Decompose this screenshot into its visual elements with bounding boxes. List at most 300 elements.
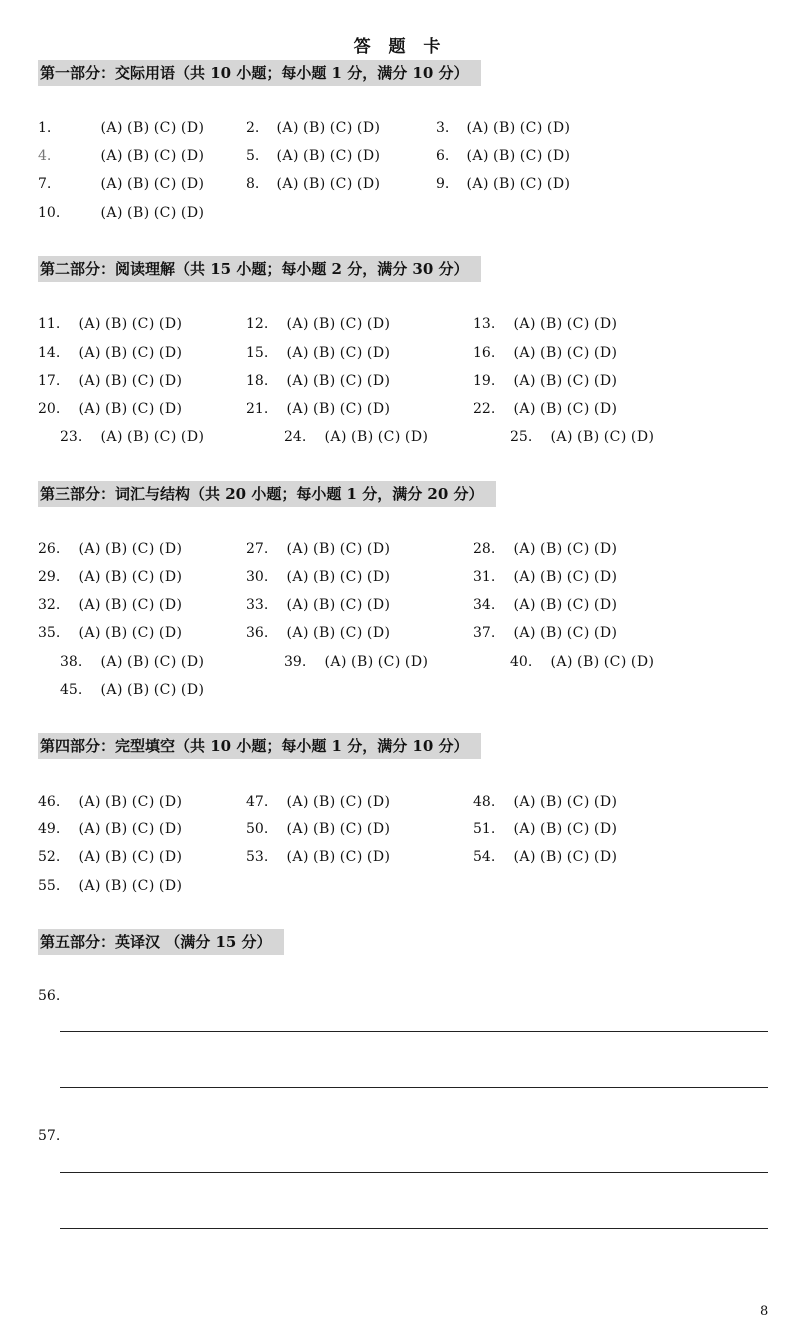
option-a[interactable]: (A) xyxy=(513,316,536,332)
option-a[interactable]: (A) xyxy=(100,148,123,164)
option-d[interactable]: (D) xyxy=(158,401,183,417)
option-a[interactable]: (A) xyxy=(100,429,123,445)
question-number: 21. xyxy=(246,401,269,417)
option-d[interactable]: (D) xyxy=(593,625,618,641)
answer-options xyxy=(324,651,432,673)
option-c[interactable]: (C) xyxy=(519,148,543,164)
option-c[interactable]: (C) xyxy=(566,373,590,389)
option-d[interactable]: (D) xyxy=(366,316,391,332)
option-c[interactable]: (C) xyxy=(566,401,590,417)
option-d[interactable]: (D) xyxy=(366,597,391,613)
answer-options xyxy=(286,622,394,644)
option-a[interactable]: (A) xyxy=(466,148,489,164)
question-number: 48. xyxy=(473,794,496,810)
option-d[interactable]: (D) xyxy=(593,569,618,585)
option-a[interactable]: (A) xyxy=(286,597,309,613)
option-c[interactable]: (C) xyxy=(131,316,155,332)
option-b[interactable]: (B) xyxy=(577,429,600,445)
question-number: 19. xyxy=(473,373,496,389)
option-a[interactable]: (A) xyxy=(286,345,309,361)
question-48 xyxy=(473,791,622,813)
option-c[interactable]: (C) xyxy=(339,794,363,810)
option-c[interactable]: (C) xyxy=(329,120,353,136)
option-a[interactable]: (A) xyxy=(100,176,123,192)
question-number: 33. xyxy=(246,597,269,613)
question-number: 25. xyxy=(510,429,533,445)
option-d[interactable]: (D) xyxy=(366,821,391,837)
option-c[interactable]: (C) xyxy=(566,345,590,361)
option-b[interactable]: (B) xyxy=(127,176,150,192)
option-a[interactable]: (A) xyxy=(286,373,309,389)
option-b[interactable]: (B) xyxy=(313,401,336,417)
answer-options xyxy=(78,594,186,616)
option-d[interactable]: (D) xyxy=(356,148,381,164)
option-c[interactable]: (C) xyxy=(566,821,590,837)
option-c[interactable]: (C) xyxy=(339,849,363,865)
option-d[interactable]: (D) xyxy=(366,401,391,417)
option-c[interactable]: (C) xyxy=(329,176,353,192)
option-d[interactable]: (D) xyxy=(593,345,618,361)
question-number: 53. xyxy=(246,849,269,865)
question-number: 29. xyxy=(38,569,61,585)
option-b[interactable]: (B) xyxy=(303,176,326,192)
option-a[interactable]: (A) xyxy=(286,541,309,557)
option-d[interactable]: (D) xyxy=(593,541,618,557)
option-c[interactable]: (C) xyxy=(339,625,363,641)
option-d[interactable]: (D) xyxy=(366,373,391,389)
option-a[interactable]: (A) xyxy=(78,401,101,417)
option-a[interactable]: (A) xyxy=(550,654,573,670)
option-d[interactable]: (D) xyxy=(180,205,205,221)
answer-line[interactable] xyxy=(60,1172,768,1173)
option-d[interactable]: (D) xyxy=(180,682,205,698)
option-c[interactable]: (C) xyxy=(329,148,353,164)
option-b[interactable]: (B) xyxy=(313,316,336,332)
answer-options xyxy=(276,173,384,195)
option-d[interactable]: (D) xyxy=(180,148,205,164)
question-8 xyxy=(246,173,385,195)
option-c[interactable]: (C) xyxy=(339,569,363,585)
option-c[interactable]: (C) xyxy=(566,625,590,641)
option-b[interactable]: (B) xyxy=(313,794,336,810)
option-c[interactable]: (C) xyxy=(566,794,590,810)
option-a[interactable]: (A) xyxy=(286,401,309,417)
option-d[interactable]: (D) xyxy=(158,569,183,585)
option-b[interactable]: (B) xyxy=(105,821,128,837)
option-c[interactable]: (C) xyxy=(131,821,155,837)
option-b[interactable]: (B) xyxy=(313,821,336,837)
option-b[interactable]: (B) xyxy=(303,120,326,136)
option-a[interactable]: (A) xyxy=(466,176,489,192)
option-c[interactable]: (C) xyxy=(153,682,177,698)
option-c[interactable]: (C) xyxy=(339,373,363,389)
option-c[interactable]: (C) xyxy=(603,429,627,445)
answer-sheet-title: 答 题 卡 xyxy=(353,37,447,57)
option-d[interactable]: (D) xyxy=(630,429,655,445)
option-a[interactable]: (A) xyxy=(100,205,123,221)
question-57-number: 57. xyxy=(38,1128,61,1144)
question-32 xyxy=(38,594,187,616)
option-c[interactable]: (C) xyxy=(339,821,363,837)
answer-options xyxy=(100,145,208,167)
section-5-header: 第五部分：英译汉 （满分 15 分） xyxy=(38,929,284,955)
answer-options xyxy=(513,370,621,392)
option-d[interactable]: (D) xyxy=(630,654,655,670)
option-a[interactable]: (A) xyxy=(513,794,536,810)
option-c[interactable]: (C) xyxy=(339,541,363,557)
answer-options xyxy=(286,342,394,364)
option-b[interactable]: (B) xyxy=(540,345,563,361)
option-d[interactable]: (D) xyxy=(593,373,618,389)
question-number: 46. xyxy=(38,794,61,810)
question-number: 34. xyxy=(473,597,496,613)
question-9 xyxy=(436,173,575,195)
option-d[interactable]: (D) xyxy=(158,878,183,894)
option-a[interactable]: (A) xyxy=(550,429,573,445)
answer-options xyxy=(466,117,574,139)
option-c[interactable]: (C) xyxy=(131,345,155,361)
question-12 xyxy=(246,313,395,335)
option-a[interactable]: (A) xyxy=(100,120,123,136)
option-a[interactable]: (A) xyxy=(513,849,536,865)
question-number: 28. xyxy=(473,541,496,557)
option-d[interactable]: (D) xyxy=(404,429,429,445)
option-c[interactable]: (C) xyxy=(519,120,543,136)
option-d[interactable]: (D) xyxy=(180,654,205,670)
option-c[interactable]: (C) xyxy=(153,429,177,445)
option-b[interactable]: (B) xyxy=(313,373,336,389)
option-b[interactable]: (B) xyxy=(105,541,128,557)
option-d[interactable]: (D) xyxy=(593,794,618,810)
question-47 xyxy=(246,791,395,813)
answer-options xyxy=(513,818,621,840)
answer-options xyxy=(100,679,208,701)
answer-options xyxy=(78,538,186,560)
question-56-number: 56. xyxy=(38,988,61,1004)
question-37 xyxy=(473,622,622,644)
option-d[interactable]: (D) xyxy=(546,176,571,192)
option-a[interactable]: (A) xyxy=(513,541,536,557)
option-d[interactable]: (D) xyxy=(158,625,183,641)
option-c[interactable]: (C) xyxy=(519,176,543,192)
option-b[interactable]: (B) xyxy=(540,541,563,557)
answer-line[interactable] xyxy=(60,1031,768,1032)
option-c[interactable]: (C) xyxy=(153,120,177,136)
option-b[interactable]: (B) xyxy=(313,597,336,613)
option-b[interactable]: (B) xyxy=(105,849,128,865)
option-b[interactable]: (B) xyxy=(313,849,336,865)
option-b[interactable]: (B) xyxy=(127,429,150,445)
question-number: 50. xyxy=(246,821,269,837)
answer-options xyxy=(466,173,574,195)
option-a[interactable]: (A) xyxy=(78,345,101,361)
question-28 xyxy=(473,538,622,560)
option-a[interactable]: (A) xyxy=(513,597,536,613)
option-d[interactable]: (D) xyxy=(158,849,183,865)
question-19 xyxy=(473,370,622,392)
option-d[interactable]: (D) xyxy=(546,120,571,136)
question-number: 26. xyxy=(38,541,61,557)
question-38 xyxy=(60,651,209,673)
option-b[interactable]: (B) xyxy=(540,597,563,613)
option-b[interactable]: (B) xyxy=(105,878,128,894)
question-number: 20. xyxy=(38,401,61,417)
option-c[interactable]: (C) xyxy=(566,569,590,585)
option-d[interactable]: (D) xyxy=(366,345,391,361)
question-number: 7. xyxy=(38,176,52,192)
option-b[interactable]: (B) xyxy=(540,849,563,865)
question-3 xyxy=(436,117,575,139)
option-c[interactable]: (C) xyxy=(131,849,155,865)
option-d[interactable]: (D) xyxy=(366,794,391,810)
question-6 xyxy=(436,145,575,167)
option-a[interactable]: (A) xyxy=(78,316,101,332)
question-number: 3. xyxy=(436,120,450,136)
option-a[interactable]: (A) xyxy=(324,429,347,445)
option-c[interactable]: (C) xyxy=(377,654,401,670)
option-a[interactable]: (A) xyxy=(286,849,309,865)
option-a[interactable]: (A) xyxy=(78,878,101,894)
option-b[interactable]: (B) xyxy=(540,373,563,389)
option-a[interactable]: (A) xyxy=(276,120,299,136)
option-b[interactable]: (B) xyxy=(540,794,563,810)
question-number: 35. xyxy=(38,625,61,641)
answer-options xyxy=(78,313,186,335)
option-b[interactable]: (B) xyxy=(540,401,563,417)
question-52 xyxy=(38,846,187,868)
section-3-header: 第三部分：词汇与结构（共 20 小题；每小题 1 分，满分 20 分） xyxy=(38,481,496,507)
option-b[interactable]: (B) xyxy=(493,120,516,136)
question-14 xyxy=(38,342,187,364)
option-a[interactable]: (A) xyxy=(513,345,536,361)
question-5 xyxy=(246,145,385,167)
option-a[interactable]: (A) xyxy=(286,794,309,810)
option-d[interactable]: (D) xyxy=(356,176,381,192)
option-c[interactable]: (C) xyxy=(131,401,155,417)
option-b[interactable]: (B) xyxy=(127,148,150,164)
option-b[interactable]: (B) xyxy=(127,205,150,221)
question-50 xyxy=(246,818,395,840)
option-a[interactable]: (A) xyxy=(513,569,536,585)
question-2 xyxy=(246,117,385,139)
option-b[interactable]: (B) xyxy=(105,316,128,332)
option-a[interactable]: (A) xyxy=(286,316,309,332)
option-c[interactable]: (C) xyxy=(153,176,177,192)
option-a[interactable]: (A) xyxy=(513,625,536,641)
option-b[interactable]: (B) xyxy=(105,345,128,361)
option-c[interactable]: (C) xyxy=(566,597,590,613)
option-a[interactable]: (A) xyxy=(276,148,299,164)
option-b[interactable]: (B) xyxy=(540,316,563,332)
option-a[interactable]: (A) xyxy=(78,569,101,585)
option-b[interactable]: (B) xyxy=(105,625,128,641)
option-d[interactable]: (D) xyxy=(158,373,183,389)
option-a[interactable]: (A) xyxy=(78,541,101,557)
question-30 xyxy=(246,566,395,588)
option-d[interactable]: (D) xyxy=(593,401,618,417)
option-b[interactable]: (B) xyxy=(540,569,563,585)
option-a[interactable]: (A) xyxy=(513,821,536,837)
question-number: 4. xyxy=(38,148,52,164)
option-c[interactable]: (C) xyxy=(566,849,590,865)
option-b[interactable]: (B) xyxy=(493,148,516,164)
question-number: 1. xyxy=(38,120,52,136)
answer-options xyxy=(78,370,186,392)
option-c[interactable]: (C) xyxy=(131,597,155,613)
question-18 xyxy=(246,370,395,392)
option-c[interactable]: (C) xyxy=(153,148,177,164)
option-b[interactable]: (B) xyxy=(313,625,336,641)
option-b[interactable]: (B) xyxy=(105,597,128,613)
question-13 xyxy=(473,313,622,335)
option-a[interactable]: (A) xyxy=(466,120,489,136)
option-a[interactable]: (A) xyxy=(513,373,536,389)
option-d[interactable]: (D) xyxy=(366,849,391,865)
option-c[interactable]: (C) xyxy=(131,878,155,894)
answer-options xyxy=(286,818,394,840)
option-c[interactable]: (C) xyxy=(566,541,590,557)
option-a[interactable]: (A) xyxy=(100,682,123,698)
option-b[interactable]: (B) xyxy=(577,654,600,670)
option-b[interactable]: (B) xyxy=(105,401,128,417)
question-number: 13. xyxy=(473,316,496,332)
answer-options xyxy=(466,145,574,167)
option-c[interactable]: (C) xyxy=(377,429,401,445)
option-d[interactable]: (D) xyxy=(593,849,618,865)
question-29 xyxy=(38,566,187,588)
option-d[interactable]: (D) xyxy=(366,569,391,585)
option-a[interactable]: (A) xyxy=(78,849,101,865)
option-b[interactable]: (B) xyxy=(540,821,563,837)
option-d[interactable]: (D) xyxy=(158,316,183,332)
option-b[interactable]: (B) xyxy=(127,120,150,136)
section-2-header: 第二部分：阅读理解（共 15 小题；每小题 2 分，满分 30 分） xyxy=(38,256,481,282)
option-b[interactable]: (B) xyxy=(351,654,374,670)
option-d[interactable]: (D) xyxy=(158,345,183,361)
question-number: 8. xyxy=(246,176,260,192)
question-46 xyxy=(38,791,187,813)
option-b[interactable]: (B) xyxy=(127,682,150,698)
question-number: 16. xyxy=(473,345,496,361)
option-a[interactable]: (A) xyxy=(286,569,309,585)
question-number: 51. xyxy=(473,821,496,837)
option-b[interactable]: (B) xyxy=(313,569,336,585)
option-c[interactable]: (C) xyxy=(131,794,155,810)
option-d[interactable]: (D) xyxy=(180,429,205,445)
question-number: 14. xyxy=(38,345,61,361)
answer-options xyxy=(513,594,621,616)
question-26 xyxy=(38,538,187,560)
option-d[interactable]: (D) xyxy=(158,541,183,557)
question-number: 55. xyxy=(38,878,61,894)
answer-options xyxy=(286,370,394,392)
question-25 xyxy=(510,426,659,448)
answer-options xyxy=(513,622,621,644)
option-a[interactable]: (A) xyxy=(276,176,299,192)
option-a[interactable]: (A) xyxy=(100,654,123,670)
option-c[interactable]: (C) xyxy=(131,625,155,641)
answer-line[interactable] xyxy=(60,1087,768,1088)
question-number: 36. xyxy=(246,625,269,641)
answer-options xyxy=(513,538,621,560)
option-d[interactable]: (D) xyxy=(180,176,205,192)
question-53 xyxy=(246,846,395,868)
option-a[interactable]: (A) xyxy=(286,625,309,641)
option-a[interactable]: (A) xyxy=(286,821,309,837)
option-d[interactable]: (D) xyxy=(593,316,618,332)
option-a[interactable]: (A) xyxy=(324,654,347,670)
option-b[interactable]: (B) xyxy=(127,654,150,670)
answer-options xyxy=(286,566,394,588)
option-a[interactable]: (A) xyxy=(78,373,101,389)
option-d[interactable]: (D) xyxy=(404,654,429,670)
option-c[interactable]: (C) xyxy=(153,654,177,670)
answer-options xyxy=(100,173,208,195)
option-b[interactable]: (B) xyxy=(313,541,336,557)
question-22 xyxy=(473,398,622,420)
page-number: 8 xyxy=(760,1304,769,1319)
option-b[interactable]: (B) xyxy=(493,176,516,192)
option-d[interactable]: (D) xyxy=(180,120,205,136)
option-d[interactable]: (D) xyxy=(356,120,381,136)
option-c[interactable]: (C) xyxy=(339,345,363,361)
option-a[interactable]: (A) xyxy=(78,625,101,641)
option-b[interactable]: (B) xyxy=(105,373,128,389)
option-a[interactable]: (A) xyxy=(78,821,101,837)
option-d[interactable]: (D) xyxy=(158,821,183,837)
option-b[interactable]: (B) xyxy=(105,569,128,585)
question-21 xyxy=(246,398,395,420)
answer-options xyxy=(513,846,621,868)
question-40 xyxy=(510,651,659,673)
option-d[interactable]: (D) xyxy=(593,821,618,837)
option-a[interactable]: (A) xyxy=(513,401,536,417)
option-c[interactable]: (C) xyxy=(153,205,177,221)
answer-options xyxy=(513,398,621,420)
question-number: 40. xyxy=(510,654,533,670)
option-c[interactable]: (C) xyxy=(131,373,155,389)
option-c[interactable]: (C) xyxy=(131,569,155,585)
answer-options xyxy=(100,202,208,224)
option-a[interactable]: (A) xyxy=(78,597,101,613)
option-d[interactable]: (D) xyxy=(546,148,571,164)
answer-line[interactable] xyxy=(60,1228,768,1229)
question-number: 47. xyxy=(246,794,269,810)
question-10 xyxy=(38,202,209,224)
section-1-header: 第一部分：交际用语（共 10 小题；每小题 1 分，满分 10 分） xyxy=(38,60,481,86)
option-d[interactable]: (D) xyxy=(366,541,391,557)
option-b[interactable]: (B) xyxy=(313,345,336,361)
option-c[interactable]: (C) xyxy=(339,316,363,332)
question-27 xyxy=(246,538,395,560)
option-c[interactable]: (C) xyxy=(131,541,155,557)
answer-options xyxy=(286,313,394,335)
option-b[interactable]: (B) xyxy=(351,429,374,445)
option-d[interactable]: (D) xyxy=(158,794,183,810)
option-b[interactable]: (B) xyxy=(303,148,326,164)
option-b[interactable]: (B) xyxy=(105,794,128,810)
option-b[interactable]: (B) xyxy=(540,625,563,641)
option-d[interactable]: (D) xyxy=(593,597,618,613)
option-a[interactable]: (A) xyxy=(78,794,101,810)
option-d[interactable]: (D) xyxy=(366,625,391,641)
option-d[interactable]: (D) xyxy=(158,597,183,613)
question-number: 54. xyxy=(473,849,496,865)
option-c[interactable]: (C) xyxy=(603,654,627,670)
option-c[interactable]: (C) xyxy=(339,401,363,417)
option-c[interactable]: (C) xyxy=(339,597,363,613)
option-c[interactable]: (C) xyxy=(566,316,590,332)
